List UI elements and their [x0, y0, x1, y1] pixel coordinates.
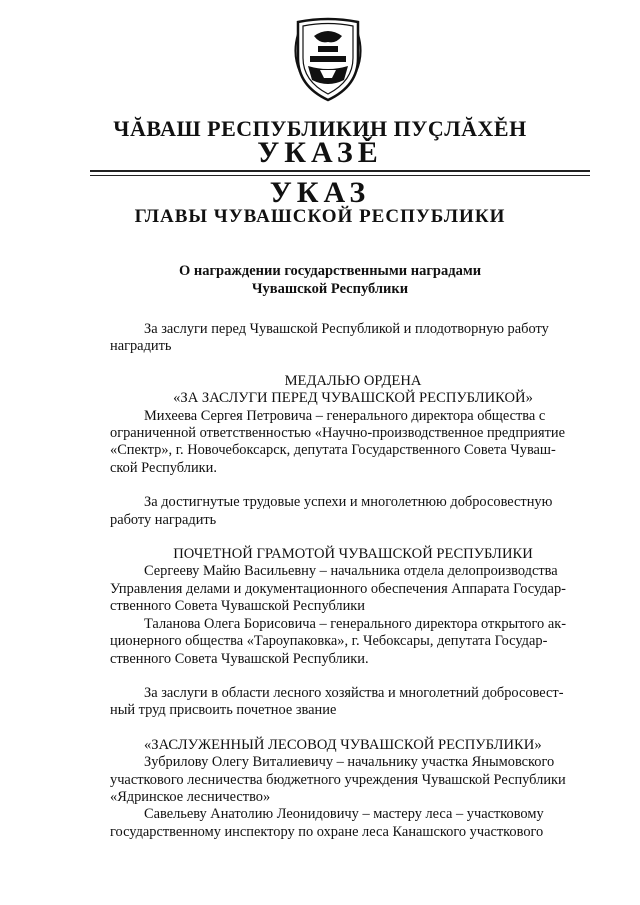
body-line: ограниченной ответственностью «Научно-производственное предприятие [110, 425, 565, 442]
chuvash-title: ЧĂВАШ РЕСПУБЛИКИН ПУÇЛĂХĚН [113, 116, 527, 141]
body-line: За заслуги в области лесного хозяйства и многолетний добросовест- [144, 684, 564, 701]
body-line: участкового лесничества бюджетного учреждения Чувашской Республики [110, 771, 566, 788]
body-line: За заслуги перед Чувашской Республикой и плодотворную работу [144, 321, 549, 337]
body-line: ской Республики. [110, 459, 217, 476]
body-line: Зубрилову Олегу Виталиевичу – начальнику участка Янымовского [144, 754, 555, 771]
body-line: Сергееву Майю Васильевну – начальника отдела делопроизводства [144, 563, 558, 580]
body-line: наградить [110, 338, 172, 355]
body-line: ционерного общества «Тароупаковка», г. Чебоксары, депутата Государ- [110, 633, 548, 650]
head-of-republic-title: ГЛАВЫ ЧУВАШСКОЙ РЕСПУБЛИКИ [134, 206, 506, 227]
award-title: МЕДАЛЬЮ ОРДЕНА [284, 372, 422, 389]
decree-subject [100, 262, 560, 298]
body-line: работу наградить [110, 511, 217, 528]
header-divider [90, 170, 590, 172]
decree-body [110, 321, 596, 841]
award-title: «ЗА ЗАСЛУГИ ПЕРЕД ЧУВАШСКОЙ РЕСПУБЛИКОЙ» [173, 390, 533, 407]
body-line: Михеева Сергея Петровича – генерального директора общества с [144, 407, 546, 424]
ukaze-title: УКАЗĚ [257, 136, 383, 169]
body-line: ственного Совета Чувашской Республики [110, 598, 366, 615]
ukaz-title: УКАЗ [269, 176, 371, 209]
body-line: Савельеву Анатолию Леонидовичу – мастеру леса – участковому [144, 806, 544, 823]
coat-of-arms-emblem [292, 14, 364, 102]
body-line: ный труд присвоить почетное звание [110, 702, 337, 719]
award-title: ПОЧЕТНОЙ ГРАМОТОЙ ЧУВАШСКОЙ РЕСПУБЛИКИ [173, 546, 533, 563]
body-line: Таланова Олега Борисовича – генерального директора открытого ак- [144, 615, 567, 632]
body-line: ственного Совета Чувашской Республики. [110, 650, 369, 667]
subject-line: Чувашской Республики [251, 281, 409, 297]
award-title: «ЗАСЛУЖЕННЫЙ ЛЕСОВОД ЧУВАШСКОЙ РЕСПУБЛИКИ» [144, 736, 542, 753]
body-line: За достигнутые трудовые успехи и многолетнюю добросовестную [144, 494, 553, 511]
body-line: «Спектр», г. Новочебоксарск, депутата Государственного Совета Чуваш- [110, 442, 556, 459]
body-line: «Ядринское лесничество» [110, 788, 271, 805]
body-line: Управления делами и документационного обеспечения Аппарата Государ- [110, 580, 566, 597]
subject-line: О награждении государственными наградами [178, 263, 482, 279]
body-line: государственному инспектору по охране леса Канашского участкового [110, 823, 544, 840]
